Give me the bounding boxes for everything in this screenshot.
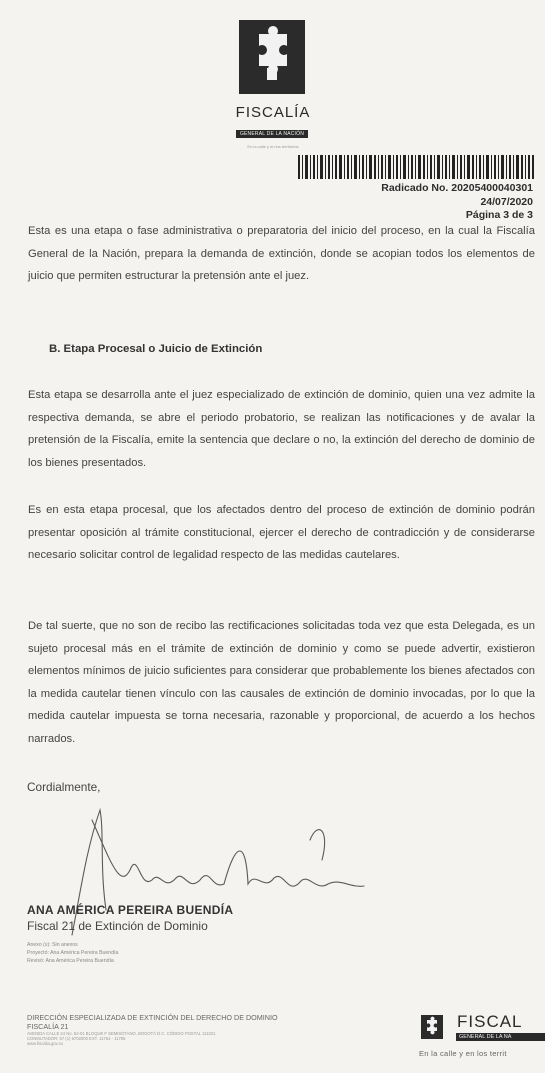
proyecto-note: Proyectó: Ana América Pereira Buendía (27, 950, 119, 956)
footer-brand-subtitle: GENERAL DE LA NA (456, 1033, 545, 1041)
fiscalia-logo (239, 20, 305, 94)
footer-tagline: En la calle y en los territ (419, 1049, 507, 1058)
page-number: Página 3 de 3 (465, 209, 533, 221)
paragraph-1: Esta es una etapa o fase administrativa o preparatoria del inicio del proceso, en la cual la Fiscalía General de la Nación, prepara la demanda de extinción, donde se acopian todos los elementos de juicio que permiten estructurar la pretensión ante el juez. (28, 225, 535, 283)
puzzle-icon (421, 1015, 443, 1039)
footer-address: AVENIDA CALLE 24 No. 52-01 BLOQUE F SEMISÓTANO, BOGOTÁ D.C. CÓDIGO POSTAL 111321 (27, 1031, 216, 1036)
document-date: 24/07/2020 (480, 196, 533, 208)
footer-brand: FISCAL (457, 1012, 523, 1031)
brand-name: FISCALÍA (235, 104, 311, 121)
footer-web: www.fiscalia.gov.co (27, 1041, 63, 1046)
footer-logo (421, 1015, 443, 1039)
paragraph-3: Es en esta etapa procesal, que los afectados dentro del proceso de extinción de dominio podrán presentar oposición al trámite constitucional, ejercer el derecho de contradicción y de considerarse necesario solicitar control de legalidad respecto de las medidas cautelares. (28, 504, 535, 562)
signatory-name: ANA AMÉRICA PEREIRA BUENDÍA (27, 903, 234, 917)
section-heading: B. Etapa Procesal o Juicio de Extinción (49, 343, 263, 355)
anexo-note: Anexo (s): Sin anexos (27, 942, 78, 948)
footer-direccion: DIRECCIÓN ESPECIALIZADA DE EXTINCIÓN DEL DERECHO DE DOMINIO (27, 1013, 278, 1022)
radicado-number: Radicado No. 20205400040301 (381, 182, 533, 194)
reviso-note: Revisó: Ana América Pereira Buendía (27, 958, 114, 964)
paragraph-4: De tal suerte, que no son de recibo las rectificaciones solicitadas toda vez que esta Delegada, es un sujeto procesal más en el trámite de extinción de dominio y como se puede advertir, existieron elementos mínimos de juicio suficientes para considerar que probablemente los bienes afectados con la medida cautelar tienen vínculo con las causales de extinción de dominio invocadas, por lo que la medida cautelar impuesta se torna necesaria, razonable y proporcional, de acuerdo a los hechos narrados. (28, 620, 535, 745)
signatory-role: Fiscal 21 de Extinción de Dominio (27, 919, 208, 933)
puzzle-icon (239, 20, 305, 94)
barcode (298, 155, 534, 179)
paragraph-2: Esta etapa se desarrolla ante el juez especializado de extinción de dominio, quien una vez admite la respectiva demanda, se abre el periodo probatorio, se realizan las notificaciones y de avalar la pretensión de la Fiscalía, emite la sentencia que declare o no, la extinción del derecho de dominio de los bienes presentados. (28, 389, 535, 469)
footer-fiscalia: FISCALÍA 21 (27, 1022, 69, 1031)
brand-tagline: En la calle y en los territorios (247, 144, 299, 149)
footer-phone: CONMUTADOR: 57 (1) 5702000 EXT. 11754 - 11785 (27, 1036, 126, 1041)
closing: Cordialmente, (27, 780, 101, 794)
brand-subtitle: GENERAL DE LA NACIÓN (236, 130, 308, 138)
